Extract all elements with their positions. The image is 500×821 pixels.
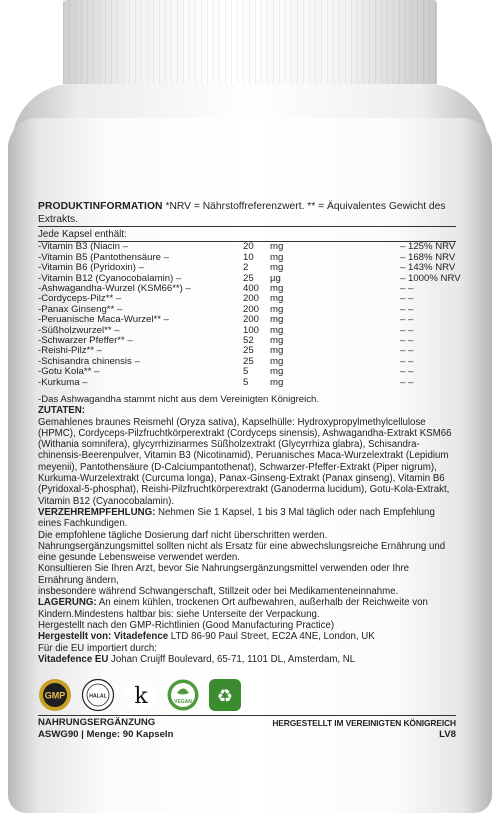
nutrient-amount: 52 [243, 334, 254, 346]
nutrient-nrv: – – [400, 334, 414, 346]
nutrient-unit: mg [270, 324, 284, 336]
nutrient-nrv: – – [400, 293, 414, 305]
vegan-badge-text: VEGAN [174, 699, 192, 705]
nutrient-unit: mg [270, 314, 284, 326]
gmp-badge-text: GMP [44, 690, 66, 701]
storage-section [38, 597, 456, 620]
nutrient-name: -Süßholzwurzel** – [38, 324, 120, 336]
vegan-badge-icon [166, 678, 200, 712]
ingredients-text: Gemahlenes braunes Reismehl (Oryza sativa), Kapselhülle: Hydroxypropylmethylcellulose (HPMC), Cordyceps-Pilzfruchtkörperextrakt (Cordyceps sinensis), Ashwagandha-Extrakt KSM66 (Withania somnifera), glycyrrhizinarmes Süßholzextrakt (Glycyrrhiza glabra), Schisandra-chinensis-Beerenpulver, Vitamin B3 (Nicotinamid), Peruanisches Maca-Wurzelextrakt (Lepidium meyenii), Pantothensäure (D-Calciumpantothenat), Schwarzer-Pfeffer-Extrakt (Piper nigrum), Kurkuma-Wurzelextrakt (Curcuma longa), Panax-Ginseng-Extrakt (Panax ginseng), Vitamin B6 (Pyridoxal-5-phosphat), Reishi-Pilzfruchtkörperextrakt (Ganoderma lucidum), Gotu-Kola-Extrakt, Vitamin B12 (Cyanocobalamin). [38, 416, 452, 507]
nutrient-amount: 25 [243, 272, 254, 284]
nutrient-name: -Panax Ginseng** – [38, 303, 123, 315]
footer-row-1 [38, 715, 456, 729]
ashwagandha-note: -Das Ashwagandha stammt nicht aus dem Vereinigten Königreich. [38, 393, 320, 405]
capsule-intro: Jede Kapsel enthält: [38, 229, 127, 240]
warning-line: Konsultieren Sie Ihren Arzt, bevor Sie Nahrungsergänzungsmittel verwenden oder Ihre Ernährung ändern, [38, 563, 410, 586]
table-row [38, 263, 456, 273]
table-row [38, 315, 456, 325]
nutrient-unit: µg [270, 272, 281, 284]
nutrient-nrv: – 143% NRV [400, 262, 456, 274]
manufacturer-address: LTD 86-90 Paul Street, EC2A 4NE, London, UK [168, 631, 375, 643]
nutrient-amount: 200 [243, 303, 260, 315]
nutrient-unit: mg [270, 334, 284, 346]
nutrient-unit: mg [270, 303, 284, 315]
nutrient-amount: 5 [243, 376, 249, 388]
nutrient-unit: mg [270, 241, 284, 253]
nutrient-table [38, 241, 461, 388]
nutrient-amount: 25 [243, 355, 254, 367]
nutrient-amount: 400 [243, 282, 260, 294]
warnings-section [38, 530, 456, 598]
cap-ridges [63, 0, 437, 84]
nutrient-nrv: – – [400, 282, 414, 294]
made-in: HERGESTELLT IM VEREINIGTEN KÖNIGREICH [272, 718, 456, 728]
table-row [38, 378, 456, 388]
nutrient-amount: 2 [243, 262, 249, 274]
certification-badges [38, 678, 248, 714]
gmp-badge-icon [38, 678, 72, 712]
nutrient-name: -Vitamin B12 (Cyanocobalamin) – [38, 272, 182, 284]
nutrient-amount: 25 [243, 345, 254, 357]
ingredients-section [38, 405, 456, 507]
eu-importer-label: Vitadefence EU [38, 653, 109, 665]
info-heading: PRODUKTINFORMATION [38, 201, 163, 212]
eu-import-line: Für die EU importiert durch: [38, 642, 157, 654]
nutrient-name: -Schisandra chinensis – [38, 355, 140, 367]
nutrient-name: -Vitamin B6 (Pyridoxin) – [38, 262, 144, 274]
nutrient-nrv: – 1000% NRV [400, 272, 461, 284]
nutrient-unit: mg [270, 251, 284, 263]
recycle-badge-icon [208, 678, 242, 712]
nutrient-nrv: – – [400, 376, 414, 388]
nutrient-name: -Schwarzer Pfeffer** – [38, 334, 133, 346]
warning-line: Die empfohlene tägliche Dosierung darf nicht überschritten werden. [38, 529, 328, 541]
svg-text:♻: ♻ [216, 686, 234, 707]
usage-text: Nehmen Sie 1 Kapsel, 1 bis 3 Mal täglich oder nach Empfehlung eines Fachkundigen. [38, 506, 435, 530]
nutrient-nrv: – 168% NRV [400, 251, 456, 263]
bottle-cap [63, 0, 437, 84]
nutrient-unit: mg [270, 366, 284, 378]
footer-row-2 [38, 729, 456, 741]
halal-badge-text: HALAL [89, 693, 107, 700]
nutrient-nrv: – – [400, 366, 414, 378]
nutrient-nrv: – – [400, 355, 414, 367]
ingredients-label: ZUTATEN: [38, 405, 85, 417]
nutrient-name: -Peruanische Maca-Wurzel** – [38, 314, 169, 326]
manufacturer-label: Hergestellt von: Vitadefence [38, 631, 169, 643]
storage-label: LAGERUNG: [38, 597, 97, 609]
info-subheading: *NRV = Nährstoffreferenzwert. ** = Äquivalentes Gewicht des Extrakts. [38, 201, 446, 225]
warning-line: insbesondere während Schwangerschaft, Stillzeit oder bei Medikamenteneinnahme. [38, 586, 399, 598]
nutrient-amount: 200 [243, 314, 260, 326]
storage-text: An einem kühlen, trockenen Ort aufbewahren, außerhalb der Reichweite von Kindern.Mindestens haltbar bis: siehe Unterseite der Verpackung. [38, 597, 428, 620]
nutrient-unit: mg [270, 355, 284, 367]
usage-label: VERZEHREMPFEHLUNG: [38, 506, 156, 518]
nutrient-unit: mg [270, 293, 284, 305]
nutrient-name: -Cordyceps-Pilz** – [38, 293, 122, 305]
nutrient-amount: 20 [243, 241, 254, 253]
product-type: NAHRUNGSERGÄNZUNG [38, 717, 156, 728]
nutrient-unit: mg [270, 345, 284, 357]
kosher-badge-icon [124, 678, 158, 712]
nutrient-amount: 10 [243, 251, 254, 263]
nutrient-name: -Ashwagandha-Wurzel (KSM66**) – [38, 282, 191, 294]
nutrient-name: -Gotu Kola** – [38, 366, 100, 378]
nutrient-nrv: – – [400, 314, 414, 326]
nutrient-amount: 5 [243, 366, 249, 378]
nutrient-nrv: – – [400, 345, 414, 357]
nutrient-nrv: – 125% NRV [400, 241, 456, 253]
kosher-badge-text: k [134, 684, 148, 709]
nutrient-amount: 200 [243, 293, 260, 305]
info-header [38, 200, 456, 226]
nutrient-unit: mg [270, 282, 284, 294]
nutrient-name: -Reishi-Pilz** – [38, 345, 102, 357]
label-footer [38, 715, 456, 741]
lot-code: LV8 [439, 729, 456, 740]
product-label [38, 200, 461, 665]
eu-importer-address: Johan Cruijff Boulevard, 65-71, 1101 DL, Amsterdam, NL [108, 653, 356, 665]
nutrient-name: -Vitamin B3 (Niacin – [38, 241, 128, 253]
nutrient-name: -Kurkuma – [38, 376, 88, 388]
nutrient-name: -Vitamin B5 (Pantothensäure – [38, 251, 170, 263]
nutrient-nrv: – – [400, 324, 414, 336]
nutrient-amount: 100 [243, 324, 260, 336]
gmp-line: Hergestellt nach den GMP-Richtlinien (Good Manufacturing Practice) [38, 619, 335, 631]
usage-section [38, 507, 456, 530]
warning-line: Nahrungsergänzungsmittel sollten nicht als Ersatz für eine abwechslungsreiche Ernährung und eine gesunde Lebensweise verwendet werden. [38, 540, 446, 564]
halal-badge-icon [81, 678, 115, 712]
product-code-quantity: ASWG90 | Menge: 90 Kapseln [38, 729, 174, 740]
nutrient-unit: mg [270, 262, 284, 274]
nutrient-nrv: – – [400, 303, 414, 315]
nutrient-unit: mg [270, 376, 284, 388]
